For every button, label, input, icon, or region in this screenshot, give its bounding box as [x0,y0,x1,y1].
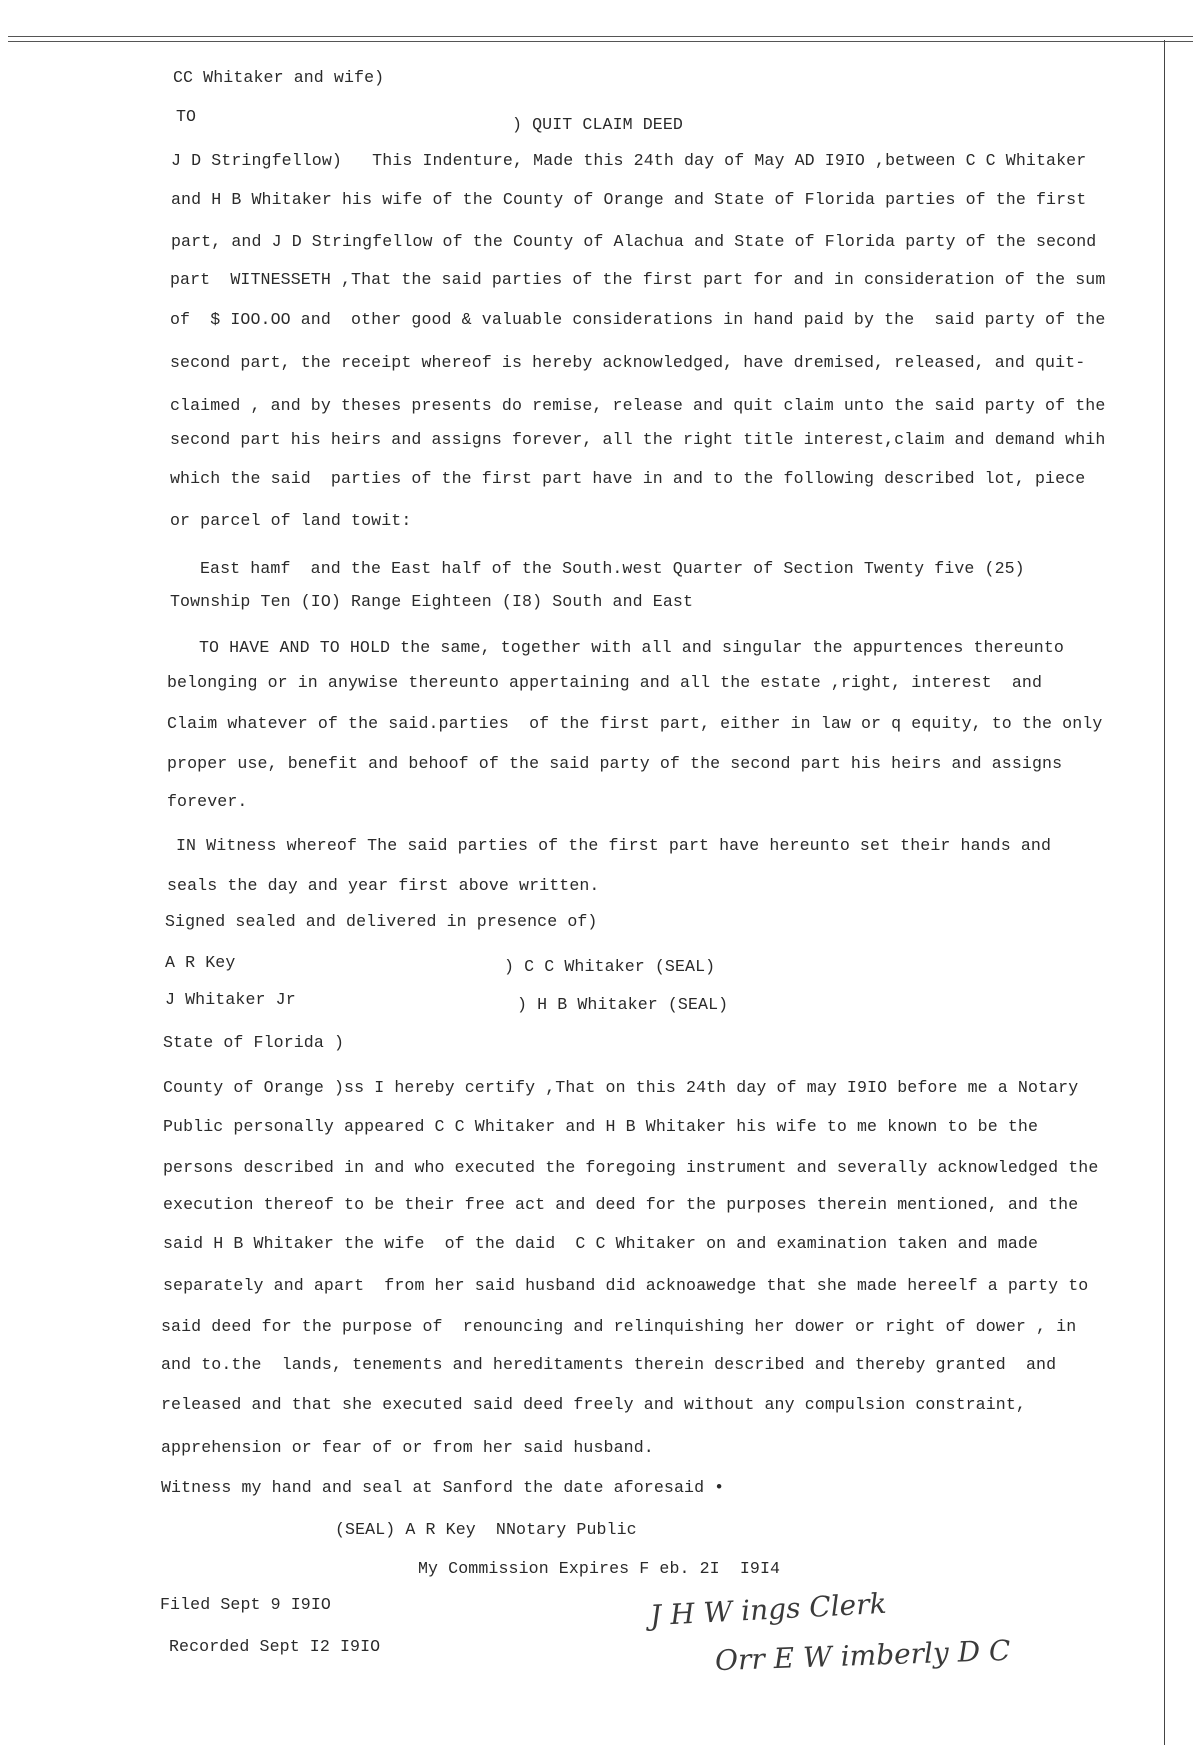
witness-line: IN Witness whereof The said parties of the first part have hereunto set their hands and [176,836,1052,855]
body-line: and H B Whitaker his wife of the County of Orange and State of Florida parties of the first [171,190,1087,209]
property-description: East hamf and the East half of the South.west Quarter of Section Twenty five (25) [200,559,1025,578]
body-line: part, and J D Stringfellow of the County of Alachua and State of Florida party of the second [171,232,1097,251]
body-line: claimed , and by theses presents do remise, release and quit claim unto the said party of the [170,396,1106,415]
notary-commission: My Commission Expires F eb. 2I I9I4 [418,1559,781,1578]
ack-line: County of Orange )ss I hereby certify ,That on this 24th day of may I9IO before me a Notary [163,1078,1079,1097]
ack-line: said H B Whitaker the wife of the daid C C Whitaker on and examination taken and made [163,1234,1039,1253]
witness-name: J Whitaker Jr [165,990,296,1009]
body-line: which the said parties of the first part have in and to the following described lot, piece [170,469,1086,488]
habendum-line: TO HAVE AND TO HOLD the same, together with all and singular the appurtences thereunto [199,638,1064,657]
body-line: of $ IOO.OO and other good & valuable considerations in hand paid by the said party of the [170,310,1106,329]
ack-line: execution thereof to be their free act and deed for the purposes therein mentioned, and the [163,1195,1079,1214]
ack-line: separately and apart from her said husband did acknoawedge that she made hereelf a party to [163,1276,1089,1295]
habendum-line: belonging or in anywise thereunto appertaining and all the estate ,right, interest and [167,673,1043,692]
ack-line: persons described in and who executed the foregoing instrument and severally acknowledged the [163,1158,1099,1177]
body-line: second part, the receipt whereof is hereby acknowledged, have dremised, released, and quit- [170,353,1086,372]
habendum-line: forever. [167,792,248,811]
notary-signature: (SEAL) A R Key NNotary Public [335,1520,637,1539]
recorded-date: Recorded Sept I2 I9IO [169,1637,381,1656]
ack-line: released and that she executed said deed freely and without any compulsion constraint, [161,1395,1026,1414]
ack-line: Witness my hand and seal at Sanford the date aforesaid • [161,1478,725,1497]
clerk-signature-line-2: Orr E W imberly D C [714,1633,1011,1678]
deed-title: ) QUIT CLAIM DEED [512,115,683,134]
party-heading: CC Whitaker and wife) [173,68,385,87]
to-heading: TO [176,107,197,126]
ack-line: apprehension or fear of or from her said husband. [161,1438,654,1457]
page-top-rule [8,36,1193,37]
filed-date: Filed Sept 9 I9IO [160,1595,331,1614]
signer-name: ) H B Whitaker (SEAL) [517,995,729,1014]
clerk-signature-line-1: J H W ings Clerk [649,1586,888,1633]
witness-line: Signed sealed and delivered in presence of) [165,912,598,931]
ack-state: State of Florida ) [163,1033,345,1052]
signer-name: ) C C Whitaker (SEAL) [504,957,716,976]
page-right-rule [1164,40,1165,1745]
ack-line: and to.the lands, tenements and hereditaments therein described and thereby granted and [161,1355,1057,1374]
ack-line: said deed for the purpose of renouncing and relinquishing her dower or right of dower , in [161,1317,1077,1336]
habendum-line: proper use, benefit and behoof of the said party of the second part his heirs and assigns [167,754,1063,773]
ack-line: Public personally appeared C C Whitaker and H B Whitaker his wife to me known to be the [163,1117,1039,1136]
property-description: Township Ten (IO) Range Eighteen (I8) South and East [170,592,694,611]
body-line: or parcel of land towit: [170,511,412,530]
witness-line: seals the day and year first above written. [167,876,600,895]
page-top-rule-2 [8,41,1193,42]
witness-name: A R Key [165,953,236,972]
body-line: part WITNESSETH ,That the said parties of the first part for and in consideration of the sum [170,270,1106,289]
body-line: J D Stringfellow) This Indenture, Made this 24th day of May AD I9IO ,between C C Whitaker [171,151,1087,170]
habendum-line: Claim whatever of the said.parties of the first part, either in law or q equity, to the only [167,714,1103,733]
body-line: second part his heirs and assigns forever, all the right title interest,claim and demand whih [170,430,1106,449]
